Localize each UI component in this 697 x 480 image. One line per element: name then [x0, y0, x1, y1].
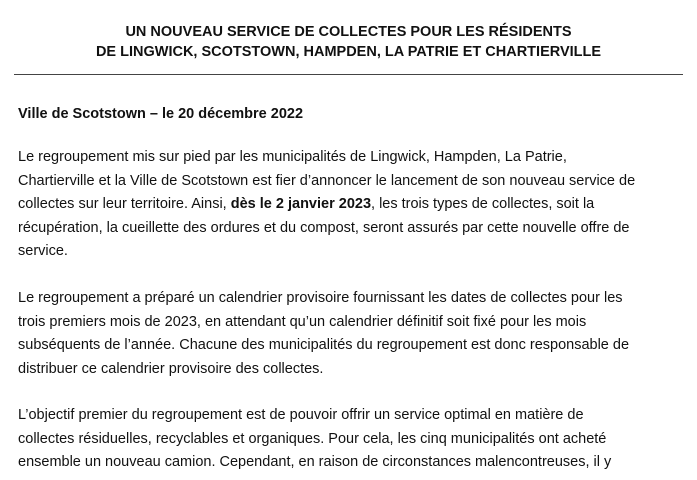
document-title — [14, 22, 683, 62]
paragraph-objective — [18, 404, 686, 475]
title-line-2: DE LINGWICK, SCOTSTOWN, HAMPDEN, LA PATRIE ET CHARTIERVILLE — [95, 44, 602, 60]
start-date-emphasis: dès le 2 janvier 2023 — [230, 196, 372, 212]
paragraph-line: ensemble un nouveau camion. Cependant, en raison de circonstances malencontreuses, il y — [18, 454, 612, 470]
paragraph-line: service. — [18, 243, 68, 259]
paragraph-line: Le regroupement mis sur pied par les municipalités de Lingwick, Hampden, La Patrie, — [18, 149, 567, 165]
paragraph-line — [18, 193, 686, 217]
paragraph-line: collectes résiduelles, recyclables et organiques. Pour cela, les cinq municipalités ont acheté — [18, 430, 607, 447]
paragraph-announcement — [18, 146, 686, 264]
paragraph-line: distribuer ce calendrier provisoire des collectes. — [18, 360, 324, 377]
paragraph-line: L’objectif premier du regroupement est de pouvoir offrir un service optimal en matière de — [18, 407, 584, 423]
paragraph-calendar — [18, 287, 686, 381]
dateline: Ville de Scotstown – le 20 décembre 2022 — [18, 106, 304, 122]
paragraph-line: subséquents de l’année. Chacune des municipalités du regroupement est donc responsable de — [18, 337, 630, 353]
paragraph-line: trois premiers mois de 2023, en attendant qu’un calendrier définitif soit fixé pour les mois — [18, 313, 587, 330]
title-line-1: UN NOUVEAU SERVICE DE COLLECTES POUR LES RÉSIDENTS — [125, 24, 572, 40]
paragraph-line: Chartierville et la Ville de Scotstown est fier d’annoncer le lancement de son nouveau service de — [18, 172, 636, 189]
paragraph-line: Le regroupement a préparé un calendrier provisoire fournissant les dates de collectes pour les — [18, 290, 623, 306]
title-divider — [14, 74, 683, 75]
paragraph-line: récupération, la cueillette des ordures et du compost, seront assurés par cette nouvelle offre de — [18, 219, 630, 236]
text-run: collectes sur leur territoire. Ainsi, — [18, 196, 231, 212]
text-run: , les trois types de collectes, soit la — [371, 196, 595, 212]
